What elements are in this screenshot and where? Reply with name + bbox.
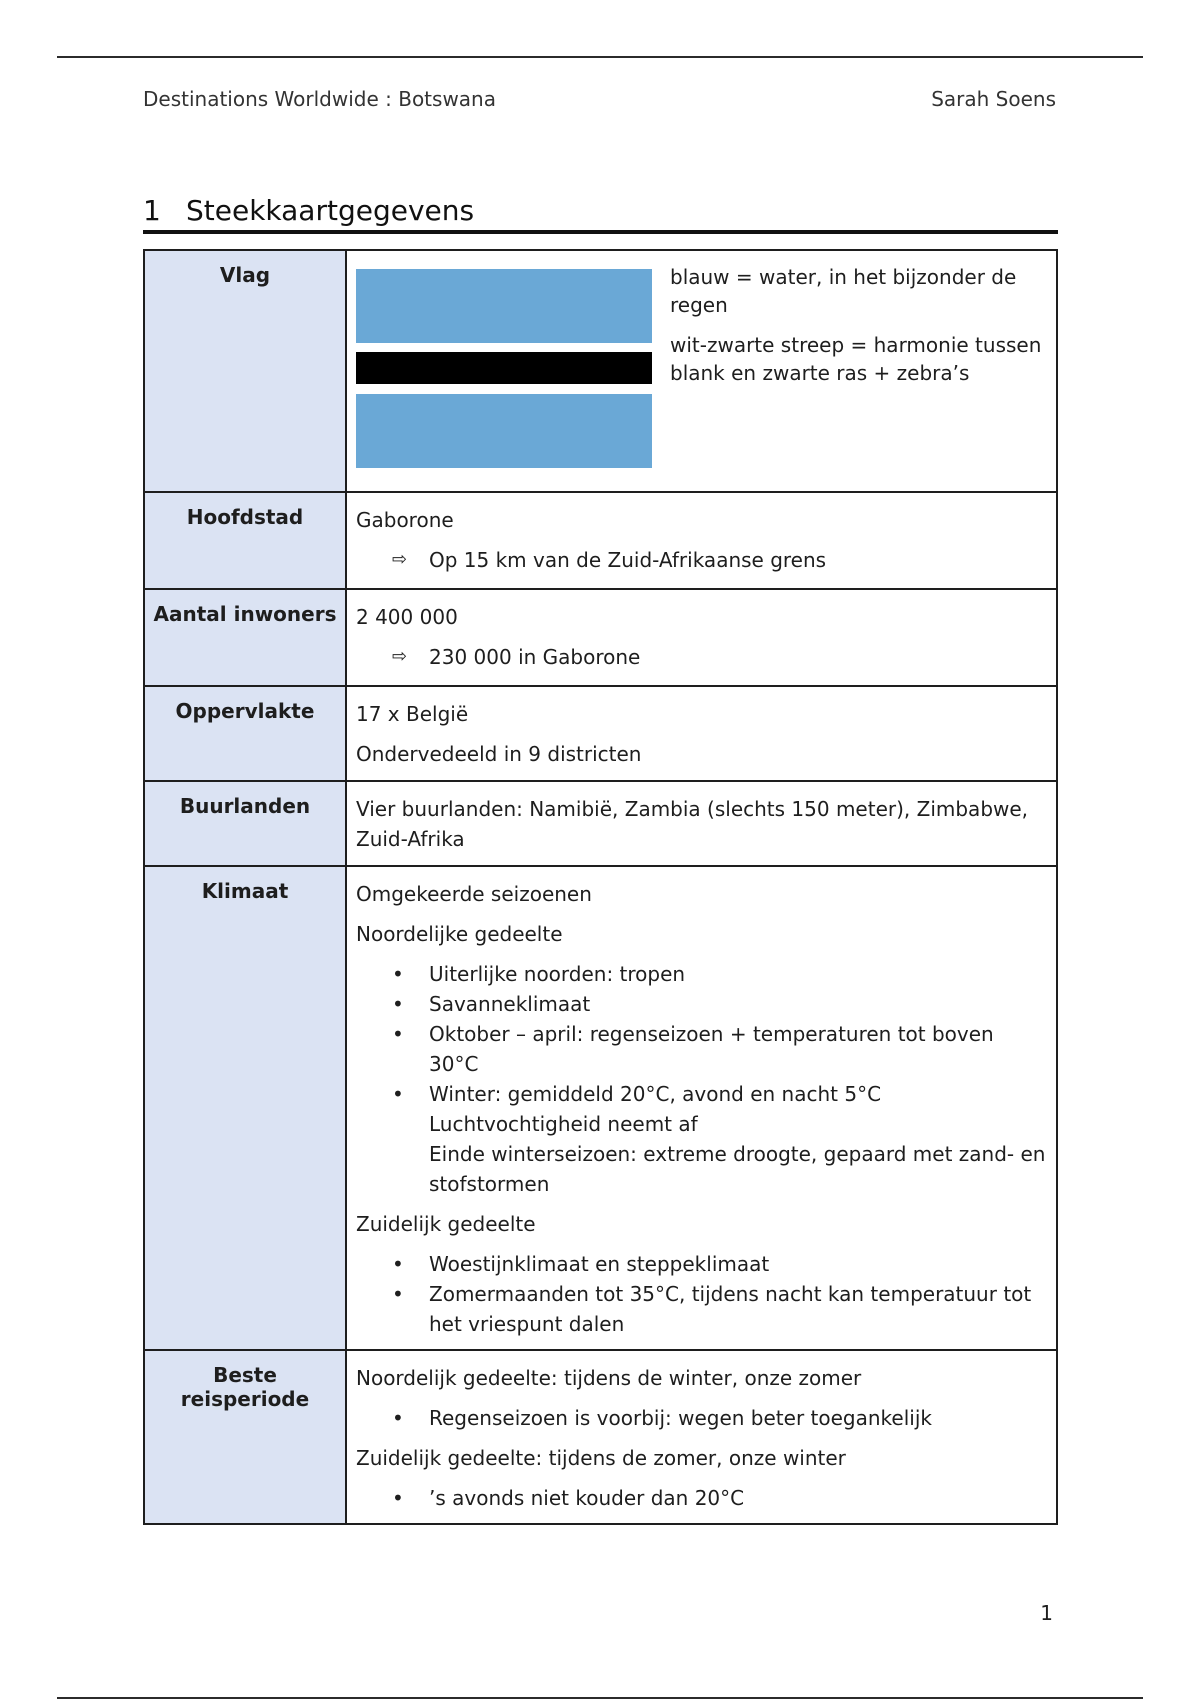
label-buurlanden: Buurlanden: [144, 781, 346, 866]
row-buurlanden: [144, 781, 1057, 866]
value-buurlanden: [346, 781, 1057, 866]
climate-intro: Omgekeerde seizoenen: [356, 882, 592, 906]
flag-blue-top-band: [356, 269, 652, 343]
row-hoofdstad: [144, 492, 1057, 589]
page-number: 1: [1040, 1601, 1053, 1625]
flag-blue-bottom-band: [356, 394, 652, 468]
population-total: 2 400 000: [356, 605, 458, 629]
capital-name: Gaborone: [356, 508, 454, 532]
section-title: Steekkaartgegevens: [186, 194, 475, 227]
value-hoofdstad: [346, 492, 1057, 589]
label-reisperiode: Beste reisperiode: [144, 1350, 346, 1524]
label-vlag: Vlag: [144, 250, 346, 492]
list-item: • Zomermaanden tot 35°C, tijdens nacht kan temperatuur tot het vriespunt dalen: [429, 1279, 1048, 1339]
climate-north-heading: Noordelijke gedeelte: [356, 922, 563, 946]
travel-north: Noordelijk gedeelte: tijdens de winter, onze zomer: [356, 1366, 862, 1390]
arrow-right-icon: ⇨: [392, 646, 408, 667]
travel-north-list: [356, 1403, 1048, 1433]
list-item: • Uiterlijke noorden: tropen: [429, 959, 1048, 989]
row-klimaat: [144, 866, 1057, 1350]
climate-north-drought: Einde winterseizoen: extreme droogte, gepaard met zand- en stofstormen: [429, 1142, 1046, 1196]
flag-note-stripe: wit-zwarte streep = harmonie tussen blank en zwarte ras + zebra’s: [670, 333, 1042, 385]
population-capital-note: ⇨ 230 000 in Gaborone: [356, 642, 1048, 672]
travel-south-list: [356, 1483, 1048, 1513]
travel-south: Zuidelijk gedeelte: tijdens de zomer, onze winter: [356, 1446, 846, 1470]
facts-table: [143, 249, 1058, 1525]
value-klimaat: [346, 866, 1057, 1350]
flag-notes: [670, 263, 1048, 469]
label-hoofdstad: Hoofdstad: [144, 492, 346, 589]
label-oppervlakte: Oppervlakte: [144, 686, 346, 781]
flag-black-stripe: [356, 352, 652, 384]
arrow-right-icon: ⇨: [392, 549, 408, 570]
row-vlag: [144, 250, 1057, 492]
row-inwoners: [144, 589, 1057, 686]
value-vlag: [346, 250, 1057, 492]
flag-note-blue: blauw = water, in het bijzonder de regen: [670, 265, 1017, 317]
label-klimaat: Klimaat: [144, 866, 346, 1350]
label-inwoners: Aantal inwoners: [144, 589, 346, 686]
value-oppervlakte: [346, 686, 1057, 781]
header-author: Sarah Soens: [931, 87, 1056, 111]
area-districts: Ondervedeeld in 9 districten: [356, 742, 642, 766]
climate-south-heading: Zuidelijk gedeelte: [356, 1212, 536, 1236]
list-item: • Oktober – april: regenseizoen + temperaturen tot boven 30°C: [429, 1019, 1048, 1079]
row-reisperiode: [144, 1350, 1057, 1524]
value-inwoners: [346, 589, 1057, 686]
list-item: • Regenseizoen is voorbij: wegen beter toegankelijk: [429, 1403, 1048, 1433]
bottom-rule: [57, 1697, 1143, 1699]
list-item: • Woestijnklimaat en steppeklimaat: [429, 1249, 1048, 1279]
climate-north-list: [356, 959, 1048, 1199]
value-reisperiode: [346, 1350, 1057, 1524]
list-item: • ’s avonds niet kouder dan 20°C: [429, 1483, 1048, 1513]
list-item: • Winter: gemiddeld 20°C, avond en nacht 5°C Luchtvochtigheid neemt af Einde winterseizoen: extreme droogte, gepaard met zand- en stofstormen: [429, 1079, 1048, 1199]
area-comparison: 17 x België: [356, 702, 469, 726]
header-document-title: Destinations Worldwide : Botswana: [143, 87, 496, 111]
climate-north-humidity: Luchtvochtigheid neemt af: [429, 1112, 698, 1136]
row-oppervlakte: [144, 686, 1057, 781]
list-item: • Savanneklimaat: [429, 989, 1048, 1019]
botswana-flag-image: [356, 269, 652, 469]
neighbour-countries: Vier buurlanden: Namibië, Zambia (slechts 150 meter), Zimbabwe, Zuid-Afrika: [356, 797, 1029, 851]
capital-note: ⇨ Op 15 km van de Zuid-Afrikaanse grens: [356, 545, 1048, 575]
section-number: 1: [143, 194, 161, 227]
section-heading: [143, 194, 1058, 234]
top-rule: [57, 56, 1143, 58]
climate-south-list: [356, 1249, 1048, 1339]
